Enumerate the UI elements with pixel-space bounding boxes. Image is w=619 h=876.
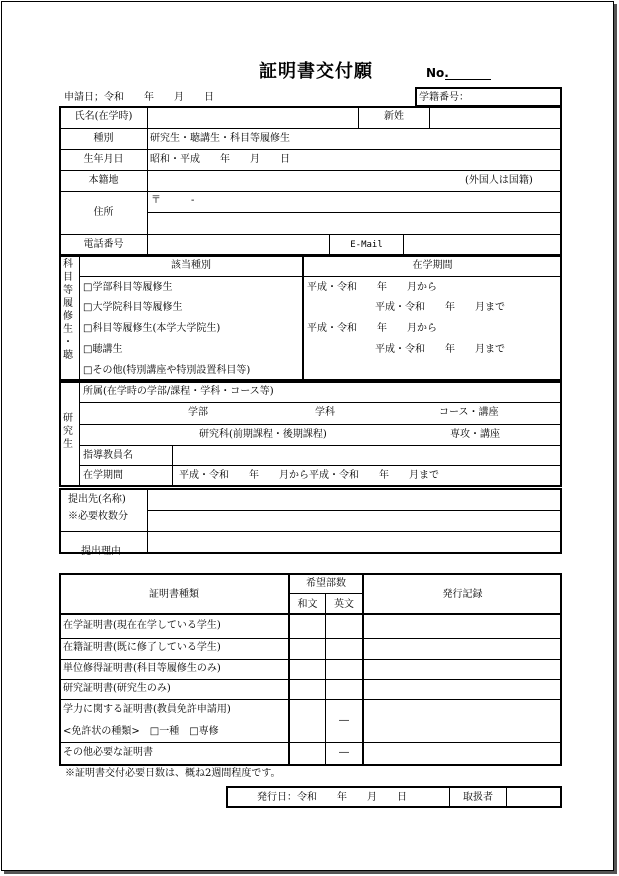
form-title: 証明書交付願	[259, 61, 373, 82]
name-field[interactable]	[148, 107, 358, 128]
handler-field[interactable]	[507, 787, 561, 807]
kamoku-type-5[interactable]: □その他(特別講座や特別設置科目等)	[83, 365, 251, 376]
cert-1-japanese-field[interactable]	[290, 615, 324, 638]
cert-4-english-field[interactable]	[326, 680, 362, 699]
cert-row-2: 在籍証明書(既に修了している学生)	[63, 642, 221, 653]
kamoku-side-label: 科 目 等 履 修 生 ・ 聴	[63, 259, 73, 361]
birthdate-value[interactable]: 昭和・平成 年 月 日	[150, 154, 290, 165]
apply-date: 申請日；令和 年 月 日	[64, 92, 214, 103]
email-label: E-Mail	[350, 240, 383, 250]
birthdate-label: 生年月日	[83, 154, 124, 165]
address-label: 住所	[93, 207, 114, 218]
number-label: No.	[426, 66, 449, 80]
document-page	[1, 1, 614, 871]
phone-field[interactable]	[148, 235, 329, 255]
kamoku-type-3[interactable]: □科目等履修生(本学大学院生)	[83, 323, 221, 334]
reason-field[interactable]	[148, 532, 561, 553]
kamoku-period-header: 在学期間	[412, 260, 453, 271]
course-label[interactable]: コース・講座	[439, 407, 499, 418]
english-header: 英文	[334, 599, 354, 610]
kamoku-period-2[interactable]: 平成・令和 年 月まで	[375, 302, 505, 313]
cert-row-6: その他必要な証明書	[63, 747, 153, 758]
cert-4-japanese-field[interactable]	[290, 680, 324, 699]
domicile-label: 本籍地	[88, 175, 119, 186]
cert-row-1: 在学証明書(現在在学している学生)	[63, 620, 221, 631]
kamoku-type-4[interactable]: □聴講生	[83, 344, 123, 355]
number-underline	[445, 79, 491, 80]
destination-field[interactable]	[148, 489, 561, 510]
category-value[interactable]: 研究生・聴講生・科目等履修生	[150, 133, 290, 144]
record-header: 発行記録	[442, 589, 483, 600]
kenkyu-side-label: 研 究 生	[63, 413, 73, 450]
advisor-label: 指導教員名	[83, 450, 133, 461]
new-surname-label: 新姓	[384, 111, 404, 122]
email-field[interactable]	[404, 235, 561, 255]
new-surname-field[interactable]	[430, 107, 561, 128]
reason-label: 提出理由	[81, 546, 121, 557]
cert-1-english-field[interactable]	[326, 615, 362, 638]
name-label: 氏名(在学時)	[74, 111, 133, 122]
copies-note: ※必要枚数分	[68, 511, 128, 522]
cert-3-english-field[interactable]	[326, 660, 362, 679]
cert-row-4: 研究証明書(研究生のみ)	[63, 683, 171, 694]
student-number-label: 学籍番号：	[419, 92, 469, 103]
kamoku-period-1[interactable]: 平成・令和 年 月から	[307, 282, 437, 293]
domicile-note: (外国人は国籍)	[465, 175, 533, 186]
kamoku-type-2[interactable]: □大学院科目等履修生	[83, 302, 183, 313]
kamoku-period-section	[302, 255, 562, 381]
phone-label: 電話番号	[83, 239, 124, 250]
cert-5-japanese-field[interactable]	[290, 700, 324, 742]
cert-type-header: 証明書種類	[149, 589, 199, 600]
faculty-label[interactable]: 学部	[188, 407, 208, 418]
cert-6-japanese-field[interactable]	[290, 743, 324, 764]
cert-5-english-dash: ―	[339, 715, 349, 726]
cert-copies-header: 希望部数	[306, 578, 346, 589]
advisor-field[interactable]	[173, 446, 561, 465]
kamoku-type-header: 該当種別	[171, 260, 211, 271]
license-type-options[interactable]: <免許状の種類> □一種 □専修	[63, 726, 219, 737]
issue-date[interactable]: 発行日：令和 年 月 日	[257, 792, 407, 803]
cert-row-5: 学力に関する証明書(教員免許申請用)	[63, 704, 231, 715]
japanese-header: 和文	[297, 599, 318, 610]
cert-6-english-dash: ―	[339, 747, 349, 758]
footer-note: ※証明書交付必要日数は、概ね2週間程度です。	[65, 768, 281, 779]
cert-2-japanese-field[interactable]	[290, 639, 324, 659]
cert-2-english-field[interactable]	[326, 639, 362, 659]
kamoku-period-4[interactable]: 平成・令和 年 月まで	[375, 344, 505, 355]
category-label: 種別	[93, 133, 114, 144]
department-label[interactable]: 学科	[315, 407, 335, 418]
kamoku-type-section	[59, 255, 304, 381]
cert-3-japanese-field[interactable]	[290, 660, 324, 679]
destination-label: 提出先(名称)	[68, 494, 126, 505]
kenkyu-period-value[interactable]: 平成・令和 年 月から平成・令和 年 月まで	[179, 470, 439, 481]
handler-label: 取扱者	[463, 792, 493, 803]
kamoku-period-3[interactable]: 平成・令和 年 月から	[307, 323, 437, 334]
major-label[interactable]: 専攻・講座	[450, 429, 500, 440]
cert-row-3: 単位修得証明書(科目等履修生のみ)	[63, 663, 221, 674]
kenkyu-period-label: 在学期間	[83, 470, 123, 481]
graduate-label[interactable]: 研究科(前期課程・後期課程)	[199, 429, 327, 440]
affiliation-label: 所属(在学時の学部/課程・学科・コース等)	[83, 386, 274, 397]
address-field[interactable]	[148, 213, 561, 234]
postal-mark[interactable]: 〒 -	[151, 195, 195, 206]
kamoku-type-1[interactable]: □学部科目等履修生	[83, 282, 173, 293]
